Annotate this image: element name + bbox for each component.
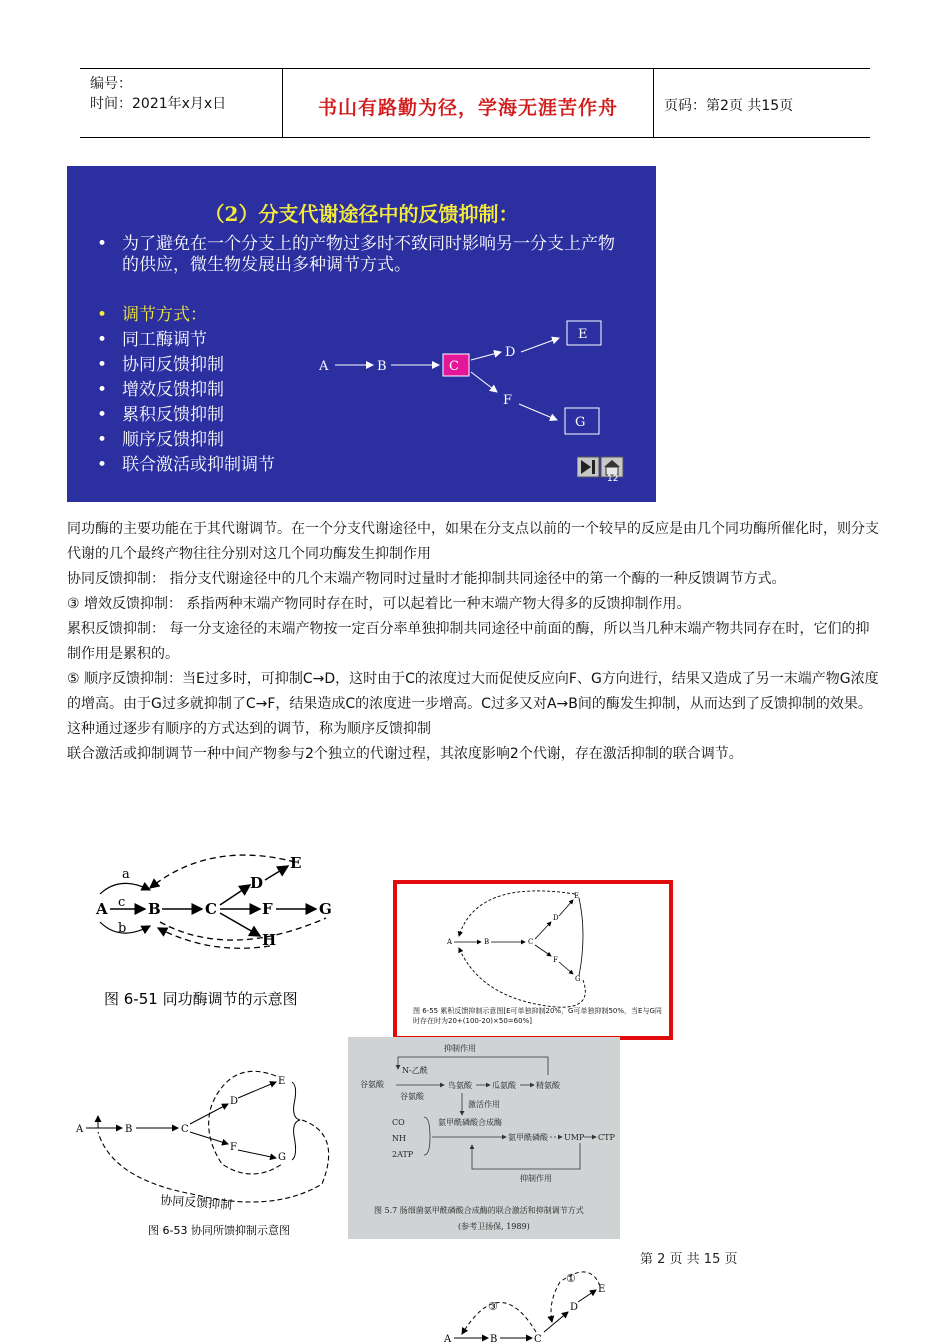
node-d: D bbox=[230, 1096, 239, 1107]
label-cit: 瓜氨酸 bbox=[492, 1081, 516, 1090]
list-item: • 同工酶调节 bbox=[97, 330, 207, 350]
label-co2: CO bbox=[392, 1118, 405, 1127]
label-inhibition-top: 抑制作用 bbox=[444, 1044, 476, 1053]
bullet: • bbox=[97, 234, 108, 254]
list-item: • 联合激活或抑制调节 bbox=[97, 455, 275, 475]
node-b: B bbox=[148, 900, 161, 918]
header-time: 时间：2021年x月x日 bbox=[90, 96, 227, 112]
figure-combined-diagram bbox=[348, 1037, 620, 1239]
label-glu: 谷氨酸 bbox=[360, 1080, 384, 1089]
paragraph-isozyme: 同功酶的主要功能在于其代谢调节。在一个分支代谢途径中，如果在分支点以前的一个较早的反应是由几个同功酶所催化时，则分支代谢的几个最终产物往往分别对这几个同功酶发生抑制作用 bbox=[67, 521, 879, 562]
slide-pathway-diagram bbox=[307, 316, 607, 446]
label-enzyme: 氨甲酰磷酸合成酶 bbox=[438, 1118, 502, 1127]
node-c: C bbox=[528, 938, 534, 946]
paragraph-sequential: ⑤ 顺序反馈抑制：当E过多时，可抑制C→D，这时由于C的浓度过大而促使反应向F、G方向进行，结果又造成了另一末端产物G浓度的增高。由于G过多就抑制了C→F，结果造成C的浓度进一步增高。C过多又对A→B间的酶发生抑制，从而达到了反馈抑制的效果。这种通过逐步有顺序的方式达到的调节，称为顺序反馈抑制 bbox=[67, 671, 879, 737]
label-ump: UMP bbox=[564, 1133, 585, 1142]
figure-combined-regulation bbox=[348, 1037, 620, 1239]
node-d: D bbox=[553, 914, 559, 922]
paragraph-cooperative: ③ 增效反馈抑制： 系指两种末端产物同时存在时，可以起着比一种末端产物大得多的反馈抑制作用。 bbox=[67, 596, 691, 612]
enzyme-c: c bbox=[118, 895, 126, 910]
label-ctp: CTP bbox=[598, 1133, 615, 1142]
list-item: • 增效反馈抑制 bbox=[97, 380, 224, 400]
page-footer: 第 2 页 共 15 页 bbox=[640, 1252, 738, 1267]
node-d: D bbox=[250, 874, 264, 892]
node-c: C bbox=[449, 359, 459, 374]
figure-caption: 图 5.7 肠细菌氨甲酰磷酸合成酶的联合激活和抑制调节方式 bbox=[374, 1206, 584, 1215]
figure-caption: 图 6-53 协同所馈抑制示意图 bbox=[148, 1224, 290, 1237]
node-e: E bbox=[574, 892, 580, 900]
figure-cumulative-feedback bbox=[393, 880, 673, 1040]
node-e: E bbox=[290, 854, 302, 872]
figure-sequential-feedback bbox=[440, 1262, 620, 1344]
paragraph-combined: 联合激活或抑制调节一种中间产物参与2个独立的代谢过程，其浓度影响2个代谢，存在激活抑制的联合调节。 bbox=[67, 746, 743, 762]
header-page-cell bbox=[654, 69, 870, 137]
header-page-number: 页码：第2页 共15页 bbox=[664, 98, 794, 114]
node-a: A bbox=[447, 938, 453, 946]
node-c: C bbox=[205, 900, 217, 918]
label-inhibition-bottom: 抑制作用 bbox=[520, 1174, 552, 1183]
label-atp: 2ATP bbox=[392, 1150, 414, 1159]
label-orn: 鸟氨酸 bbox=[448, 1081, 472, 1090]
node-e: E bbox=[598, 1284, 606, 1295]
slide-number: 12 bbox=[607, 474, 619, 484]
figure-caption: 图 6-55 累积反馈抑制示意图[E可单独抑制20%，G可单独抑制50%，当E与G同时存在时为20+(100-20)×50=60%] bbox=[413, 1007, 662, 1025]
header-number: 编号： bbox=[90, 76, 132, 92]
list-item: • 顺序反馈抑制 bbox=[97, 430, 224, 450]
node-c: C bbox=[181, 1124, 189, 1135]
node-g: G bbox=[319, 900, 332, 918]
header-motto-cell bbox=[283, 69, 654, 137]
node-g: G bbox=[575, 975, 581, 983]
paragraph-cumulative: 累积反馈抑制： 每一分支途径的末端产物按一定百分率单独抑制共同途径中前面的酶，所以当几种末端产物共同存在时，它们的抑制作用是累积的。 bbox=[67, 621, 870, 662]
node-d: D bbox=[570, 1302, 579, 1313]
figure-isozyme-regulation bbox=[90, 850, 350, 1020]
node-b: B bbox=[377, 359, 387, 374]
node-f: F bbox=[230, 1142, 237, 1153]
page-header bbox=[80, 68, 870, 138]
slide-intro bbox=[97, 234, 617, 276]
label-arg: 精氨酸 bbox=[536, 1081, 560, 1090]
node-f: F bbox=[262, 900, 273, 918]
lecture-slide bbox=[67, 166, 656, 502]
list-item: • 调节方式： bbox=[97, 305, 207, 325]
node-h: H bbox=[262, 931, 277, 949]
slide-title: （2）分支代谢途径中的反馈抑制： bbox=[204, 202, 519, 226]
enzyme-a: a bbox=[122, 867, 130, 882]
node-f: F bbox=[503, 393, 513, 408]
header-meta-cell bbox=[80, 69, 283, 137]
figure-source: (参考卫扬保, 1989) bbox=[458, 1222, 530, 1231]
label-cp: 氨甲酰磷酸 bbox=[508, 1133, 548, 1142]
slide-method-list bbox=[97, 300, 275, 475]
node-b: B bbox=[125, 1124, 133, 1135]
label-nh3: NH bbox=[392, 1134, 406, 1143]
node-b: B bbox=[484, 938, 490, 946]
body-text bbox=[67, 517, 882, 767]
list-item: • 协同反馈抑制 bbox=[97, 355, 224, 375]
header-motto: 书山有路勤为径，学海无涯苦作舟 bbox=[317, 97, 618, 119]
handwritten-label: 协同反馈抑制 bbox=[159, 1193, 233, 1213]
node-g: G bbox=[278, 1152, 286, 1163]
node-f: F bbox=[553, 956, 558, 964]
node-a: A bbox=[319, 359, 329, 374]
enzyme-b: b bbox=[118, 921, 127, 936]
paragraph-concerted: 协同反馈抑制： 指分支代谢途径中的几个末端产物同时过量时才能抑制共同途径中的第一个酶的一种反馈调节方式。 bbox=[67, 571, 786, 587]
slide-intro-text: 为了避免在一个分支上的产物过多时不致同时影响另一分支上产物的供应，微生物发展出多种调节方式。 bbox=[122, 234, 615, 275]
node-a: A bbox=[444, 1334, 452, 1344]
label-activation: 激活作用 bbox=[468, 1100, 500, 1109]
node-e: E bbox=[278, 1076, 286, 1087]
list-item: • 累积反馈抑制 bbox=[97, 405, 224, 425]
label-glu-2: 谷氨酸 bbox=[400, 1092, 424, 1101]
node-b: B bbox=[490, 1334, 498, 1344]
figure-caption: 图 6-51 同功酶调节的示意图 bbox=[104, 990, 298, 1008]
node-g: G bbox=[575, 415, 586, 430]
node-d: D bbox=[505, 345, 516, 360]
circled-1: ① bbox=[566, 1272, 576, 1285]
figure-concerted-feedback bbox=[72, 1064, 342, 1244]
node-e: E bbox=[578, 327, 588, 342]
node-a: A bbox=[96, 900, 108, 918]
label-nag: N-乙酰 bbox=[402, 1066, 428, 1075]
circled-3: ③ bbox=[488, 1300, 498, 1313]
node-a: A bbox=[76, 1124, 84, 1135]
node-c: C bbox=[534, 1334, 542, 1344]
